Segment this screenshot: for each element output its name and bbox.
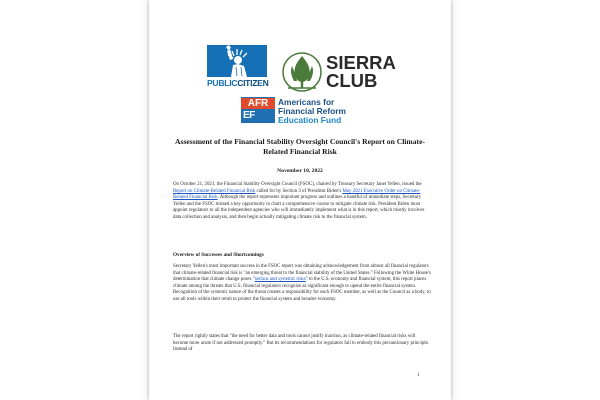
fsoc-report-link[interactable]: Report on Climate-Related Financial Risk <box>173 188 256 194</box>
intro-text-1: On October 21, 2021, the Financial Stability Oversight Council (FSOC), chaired by Treasury Secretary Janet Yellen, issued the <box>173 182 422 187</box>
intro-text-3: . Although the report represents important progress and outlines a handful of immediate steps, Secretary Yellen and the FSOC missed a key opportunity to chart a comprehensive course to mitigate climate risk. President Biden must appoint regulators to all the independent agencies who will immediately implement what is in this report, which mostly involves data collection and analysis, and then begin actually mitigating climate risk to the financial system. <box>173 195 425 220</box>
statue-of-liberty-icon <box>207 45 267 77</box>
public-citizen-label-part2: CITIZEN <box>237 78 269 88</box>
document-date: November 10, 2022 <box>277 168 323 174</box>
public-citizen-label-part1: PUBLIC <box>207 78 238 88</box>
executive-order-link[interactable]: May 2021 Executive Order on Climate-Related Financial Risk <box>173 188 421 201</box>
afr-mark <box>241 97 275 123</box>
document-title: Assessment of the Financial Stability Oversight Council's Report on Climate-Related Financial Risk <box>175 137 425 156</box>
section-heading: Overview of Successes and Shortcomings <box>173 252 264 258</box>
overview-paragraph <box>173 264 431 304</box>
sierra-club-logo <box>282 51 396 95</box>
sierra-club-label-line2: CLUB <box>326 70 378 91</box>
page-number: 1 <box>417 373 420 378</box>
systemic-risks-link[interactable]: serious and systemic risks <box>254 277 306 283</box>
sierra-club-label-line1: SIERRA <box>326 52 396 73</box>
intro-paragraph <box>173 182 431 222</box>
afr-mark-top: AFR <box>241 98 275 109</box>
overview-text-1: Secretary Yellen's most important success in the FSOC report was obtaining acknowledgement from almost all financial regulators that climate-related financial risk is "an emerging threat to the financial stability of the United States." Following the White House's determination that climate change poses " <box>173 264 431 283</box>
intro-text-2: called for by Section 3 of President Biden's <box>255 188 343 194</box>
afr-education-fund-logo <box>241 97 401 127</box>
afr-name-line1: Americans for <box>278 97 335 107</box>
afr-name-line2: Financial Reform <box>278 106 346 116</box>
overview-text-2: " to the U.S. economy and financial system, this report places climate among the threats that U.S. financial regulators recognize as significant enough to upend the entire financial system. Recognition of the systemic nature of the threat creates a responsibility for each FSOC member, as well as the Council as a body, to use all tools within their remit to protect the financial system and broader economy. <box>173 277 431 302</box>
afr-mark-bottom: EF <box>241 110 275 121</box>
document-page <box>149 0 451 400</box>
recommendations-paragraph: The report rightly states that "the need for better data and tools cannot justify inaction, as climate-related financial risks will become more acute if not addressed promptly." But its recommendations for regulators fail to embody this precautionary principle. Instead of <box>173 334 430 353</box>
sequoia-tree-icon <box>282 51 322 93</box>
afr-name-line3: Education Fund <box>278 115 342 125</box>
public-citizen-logo <box>207 45 267 91</box>
